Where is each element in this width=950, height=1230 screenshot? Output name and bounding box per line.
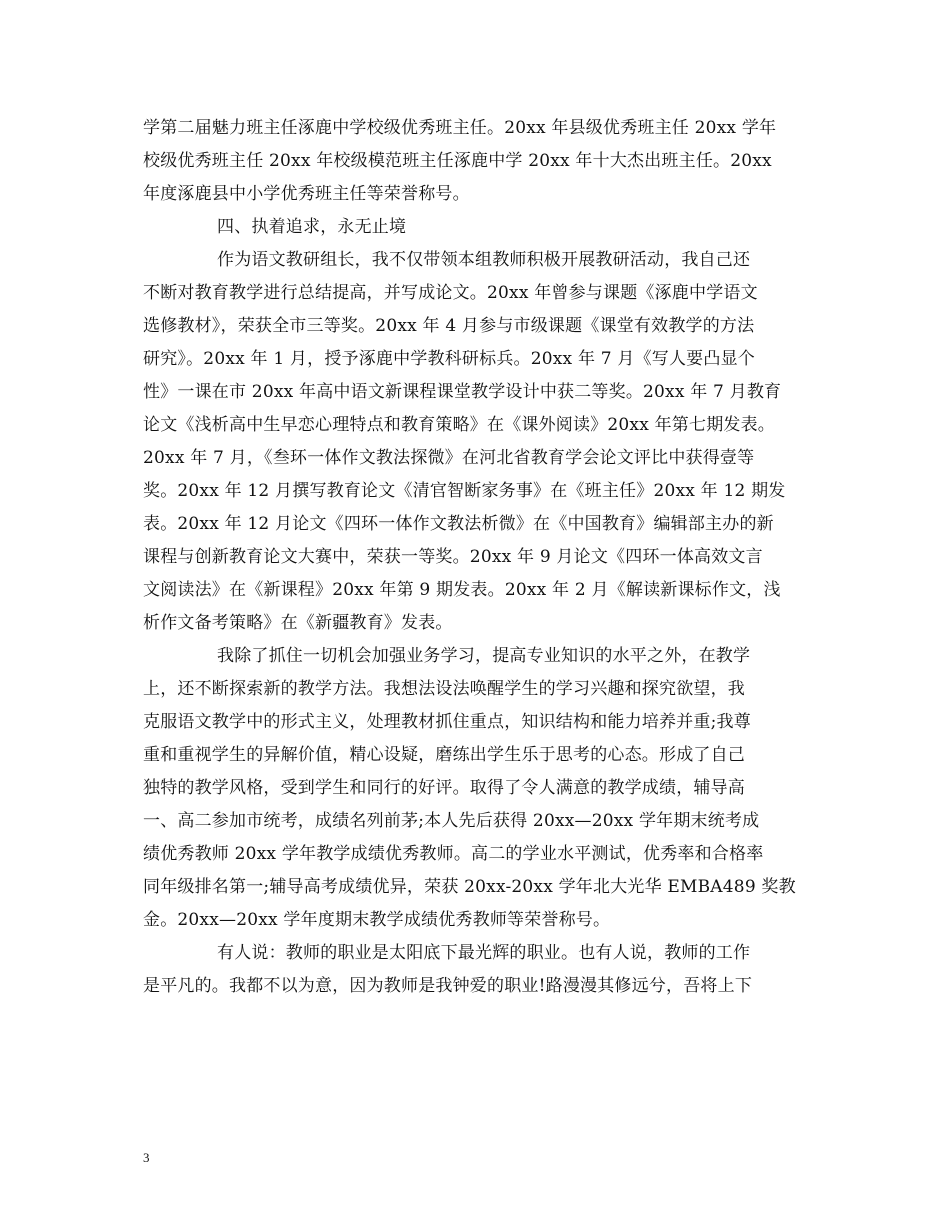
text-line: 不断对教育教学进行总结提高，并写成论文。20xx 年曾参与课题《涿鹿中学语文 bbox=[143, 283, 758, 303]
page-number: 3 bbox=[143, 1150, 150, 1165]
text-line: 选修教材》，荣获全市三等奖。20xx 年 4 月参与市级课题《课堂有效教学的方法 bbox=[143, 316, 755, 336]
document-body bbox=[143, 112, 808, 1003]
text-line: 文阅读法》在《新课程》20xx 年第 9 期发表。20xx 年 2 月《解读新课标作文，浅 bbox=[143, 580, 781, 600]
text-line: 奖。20xx 年 12 月撰写教育论文《清官智断家务事》在《班主任》20xx 年 12 期发 bbox=[143, 481, 786, 501]
text-line: 独特的教学风格，受到学生和同行的好评。取得了令人满意的教学成绩，辅导高 bbox=[143, 778, 745, 798]
text-line: 重和重视学生的异解价值，精心设疑，磨练出学生乐于思考的心态。形成了自己 bbox=[143, 745, 745, 765]
text-line: 一、高二参加市统考，成绩名列前茅;本人先后获得 20xx—20xx 学年期末统考成 bbox=[143, 811, 760, 831]
text-line: 20xx 年 7 月，《叁环一体作文教法探微》在河北省教育学会论文评比中获得壹等 bbox=[143, 448, 755, 468]
text-line: 研究》。20xx 年 1 月，授予涿鹿中学教科研标兵。20xx 年 7 月《写人要凸显个 bbox=[143, 349, 755, 369]
text-line: 绩优秀教师 20xx 学年教学成绩优秀教师。高二的学业水平测试，优秀率和合格率 bbox=[143, 844, 764, 864]
text-line: 金。20xx—20xx 学年度期末教学成绩优秀教师等荣誉称号。 bbox=[143, 910, 611, 930]
text-line: 学第二届魅力班主任涿鹿中学校级优秀班主任。20xx 年县级优秀班主任 20xx 学年 bbox=[143, 118, 777, 138]
text-line: 克服语文教学中的形式主义，处理教材抓住重点，知识结构和能力培养并重;我尊 bbox=[143, 712, 751, 732]
text-line: 是平凡的。我都不以为意，因为教师是我钟爱的职业!路漫漫其修远兮，吾将上下 bbox=[143, 976, 753, 996]
text-line: 年度涿鹿县中小学优秀班主任等荣誉称号。 bbox=[143, 184, 470, 204]
text-line: 同年级排名第一;辅导高考成绩优异，荣获 20xx-20xx 学年北大光华 EMBA489 奖教 bbox=[143, 877, 796, 897]
section-heading: 四、执着追求，永无止境 bbox=[217, 217, 407, 237]
text-line: 校级优秀班主任 20xx 年校级模范班主任涿鹿中学 20xx 年十大杰出班主任。20xx bbox=[143, 151, 772, 171]
text-line: 我除了抓住一切机会加强业务学习，提高专业知识的水平之外，在教学 bbox=[217, 646, 751, 666]
text-line: 上，还不断探索新的教学方法。我想法设法唤醒学生的学习兴趣和探究欲望，我 bbox=[143, 679, 745, 699]
text-line: 作为语文教研组长，我不仅带领本组教师积极开展教研活动，我自己还 bbox=[217, 250, 751, 270]
text-line: 论文《浅析高中生早恋心理特点和教育策略》在《课外阅读》20xx 年第七期发表。 bbox=[143, 415, 776, 435]
text-line: 有人说：教师的职业是太阳底下最光辉的职业。也有人说，教师的工作 bbox=[217, 943, 751, 963]
text-line: 表。20xx 年 12 月论文《四环一体作文教法析微》在《中国教育》编辑部主办的新 bbox=[143, 514, 774, 534]
text-line: 析作文备考策略》在《新疆教育》发表。 bbox=[143, 613, 453, 633]
text-line: 性》一课在市 20xx 年高中语文新课程课堂教学设计中获二等奖。20xx 年 7 月教育 bbox=[143, 382, 782, 402]
text-line: 课程与创新教育论文大赛中，荣获一等奖。20xx 年 9 月论文《四环一体高效文言 bbox=[143, 547, 763, 567]
